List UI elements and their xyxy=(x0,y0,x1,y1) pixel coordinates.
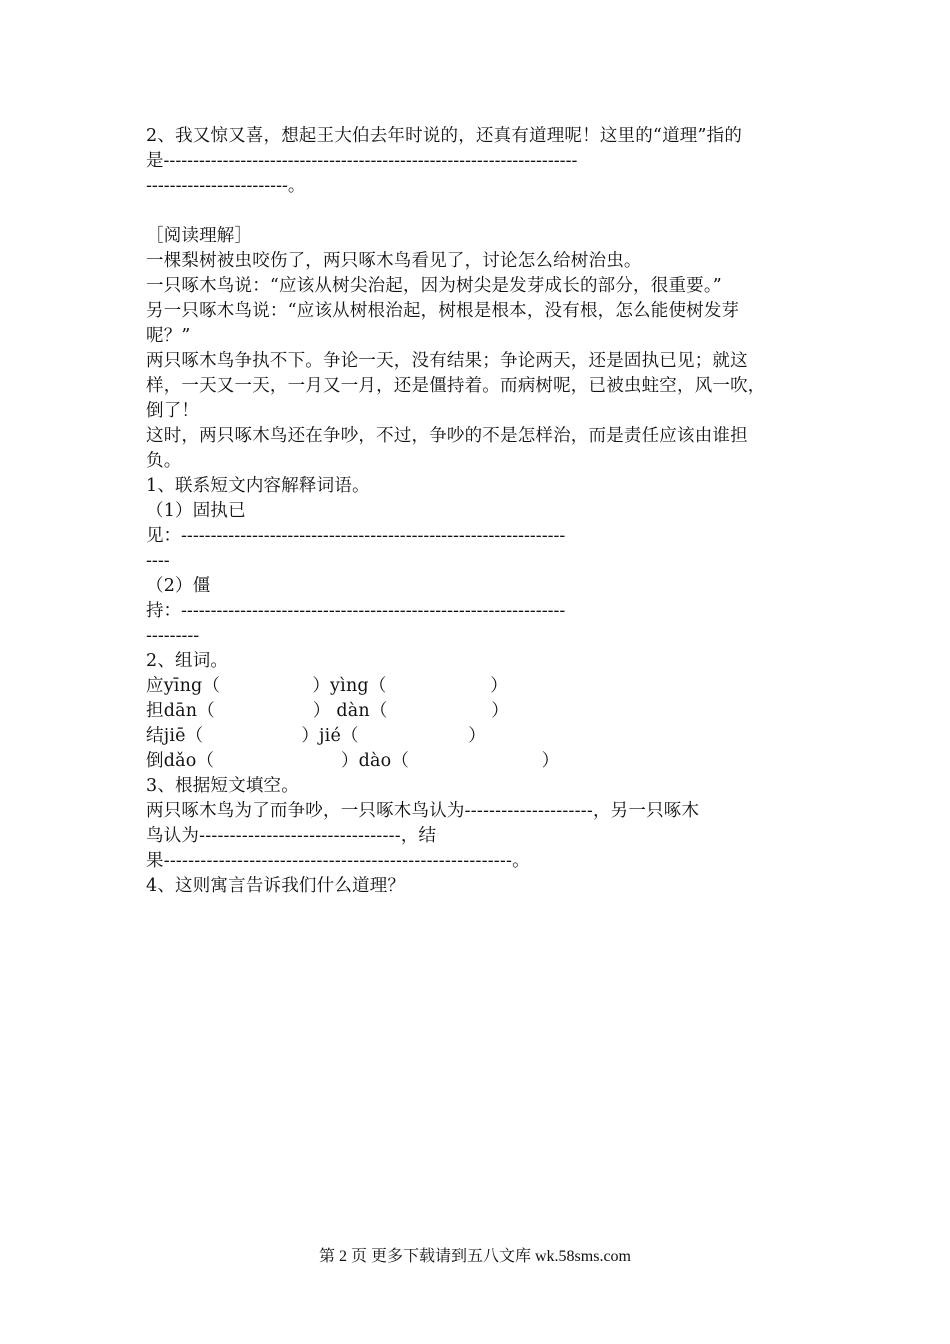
question-1-item-1-label: （1）固执已 xyxy=(146,501,246,521)
passage-paragraph-4-line-1: 两只啄木鸟争执不下。争论一天，没有结果；争论两天，还是固执已见；就这 xyxy=(146,351,748,371)
page-footer: 第 2 页 更多下载请到五八文库 wk.58sms.com xyxy=(318,1248,631,1265)
question-3-line-3: 果---------------------------------------------------------。 xyxy=(146,851,530,871)
word-group-row-dan: 担dān（ ） dàn（ ） xyxy=(146,701,509,721)
passage-paragraph-3-line-2: 呢？” xyxy=(146,326,191,346)
question-1-item-2-answer-line: 持：----------------------------------------------------------------- xyxy=(146,601,566,621)
word-group-row-ying: 应yīng（ ）yìng（ ） xyxy=(146,676,508,696)
prev-question-2-line-3: ------------------------。 xyxy=(146,176,306,196)
passage-paragraph-5-line-2: 负。 xyxy=(146,451,182,471)
question-3-line-2: 鸟认为---------------------------------，结 xyxy=(146,826,437,846)
passage-paragraph-5-line-1: 这时，两只啄木鸟还在争吵，不过，争吵的不是怎样治，而是责任应该由谁担 xyxy=(146,426,748,446)
question-2-title: 2、组词。 xyxy=(146,651,229,671)
section-title: ［阅读理解］ xyxy=(146,226,253,246)
question-3-title: 3、根据短文填空。 xyxy=(146,776,299,796)
question-1-item-2-answer-line-2: --------- xyxy=(146,626,200,646)
question-4-title: 4、这则寓言告诉我们什么道理？ xyxy=(146,876,406,896)
question-1-item-1-answer-line-2: ---- xyxy=(146,551,170,571)
question-1-item-2-label: （2）僵 xyxy=(146,576,211,596)
passage-paragraph-4-line-2: 样，一天又一天，一月又一月，还是僵持着。而病树呢，已被虫蛀空，风一吹， xyxy=(146,376,766,396)
passage-paragraph-1: 一棵梨树被虫咬伤了，两只啄木鸟看见了，讨论怎么给树治虫。 xyxy=(146,251,642,271)
passage-paragraph-4-line-3: 倒了！ xyxy=(146,401,200,421)
passage-paragraph-2: 一只啄木鸟说：“应该从树尖治起，因为树尖是发芽成长的部分，很重要。” xyxy=(146,276,722,296)
word-group-row-jie: 结jiē（ ）jié（ ） xyxy=(146,726,486,746)
question-1-item-1-answer-line: 见：----------------------------------------------------------------- xyxy=(146,526,566,546)
passage-paragraph-3-line-1: 另一只啄木鸟说：“应该从树根治起，树根是根本，没有根，怎么能使树发芽 xyxy=(146,301,740,321)
word-group-row-dao: 倒dǎo（ ）dào（ ） xyxy=(146,751,560,771)
question-1-title: 1、联系短文内容解释词语。 xyxy=(146,476,370,496)
prev-question-2-line-1: 2、我又惊又喜，想起王大伯去年时说的，还真有道理呢！这里的“道理”指的 xyxy=(146,126,743,146)
question-3-line-1: 两只啄木鸟为了而争吵，一只啄木鸟认为---------------------，另一只啄木 xyxy=(146,801,700,821)
prev-question-2-line-2: 是---------------------------------------------------------------------- xyxy=(146,151,578,171)
